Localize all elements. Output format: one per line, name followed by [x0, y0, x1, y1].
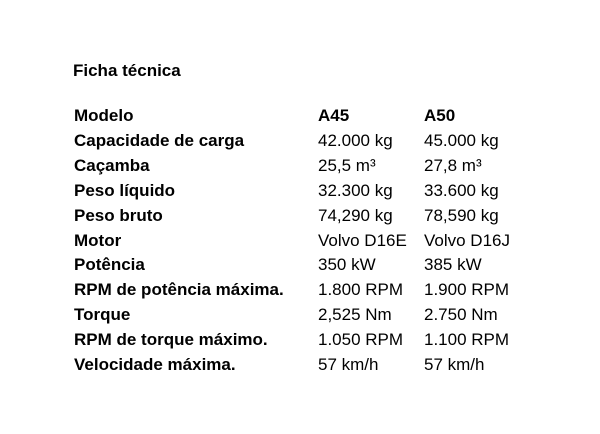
row-label: Potência	[74, 255, 145, 275]
spec-table	[74, 104, 534, 378]
row-value-a45: 42.000 kg	[318, 130, 393, 150]
row-value-a50: 27,8 m³	[424, 155, 482, 175]
row-label: RPM de potência máxima.	[74, 280, 284, 300]
row-label: RPM de torque máximo.	[74, 330, 268, 350]
row-value-a45: 74,290 kg	[318, 205, 393, 225]
header-a45: A45	[318, 106, 350, 125]
table-header-row	[74, 104, 534, 129]
row-value-a45: 350 kW	[318, 255, 376, 275]
table-row	[74, 229, 534, 254]
row-value-a50: 1.100 RPM	[424, 330, 510, 350]
row-value-a50: Volvo D16J	[424, 230, 510, 250]
header-a50: A50	[424, 106, 456, 125]
row-label: Peso líquido	[74, 180, 176, 200]
table-row	[74, 353, 534, 378]
table-row	[74, 328, 534, 353]
row-value-a45: Volvo D16E	[318, 230, 407, 250]
row-value-a50: 45.000 kg	[424, 130, 499, 150]
row-label: Capacidade de carga	[74, 130, 245, 150]
row-label: Velocidade máxima.	[74, 355, 236, 375]
row-value-a50: 385 kW	[424, 255, 482, 275]
row-value-a50: 1.900 RPM	[424, 280, 510, 300]
row-label: Motor	[74, 230, 122, 250]
table-row	[74, 303, 534, 328]
header-model: Modelo	[74, 106, 134, 125]
table-row	[74, 179, 534, 204]
row-value-a45: 1.800 RPM	[318, 280, 404, 300]
row-value-a45: 32.300 kg	[318, 180, 393, 200]
table-row	[74, 154, 534, 179]
row-value-a45: 57 km/h	[318, 355, 379, 375]
row-label: Caçamba	[74, 155, 150, 175]
row-value-a50: 2.750 Nm	[424, 305, 498, 325]
document-title: Ficha técnica	[73, 61, 181, 80]
row-label: Torque	[74, 305, 131, 325]
row-label: Peso bruto	[74, 205, 163, 225]
row-value-a45: 25,5 m³	[318, 155, 376, 175]
row-value-a50: 78,590 kg	[424, 205, 499, 225]
table-row	[74, 253, 534, 278]
table-row	[74, 129, 534, 154]
row-value-a50: 57 km/h	[424, 355, 485, 375]
table-row	[74, 278, 534, 303]
row-value-a45: 1.050 RPM	[318, 330, 404, 350]
row-value-a45: 2,525 Nm	[318, 305, 392, 325]
table-row	[74, 204, 534, 229]
row-value-a50: 33.600 kg	[424, 180, 499, 200]
